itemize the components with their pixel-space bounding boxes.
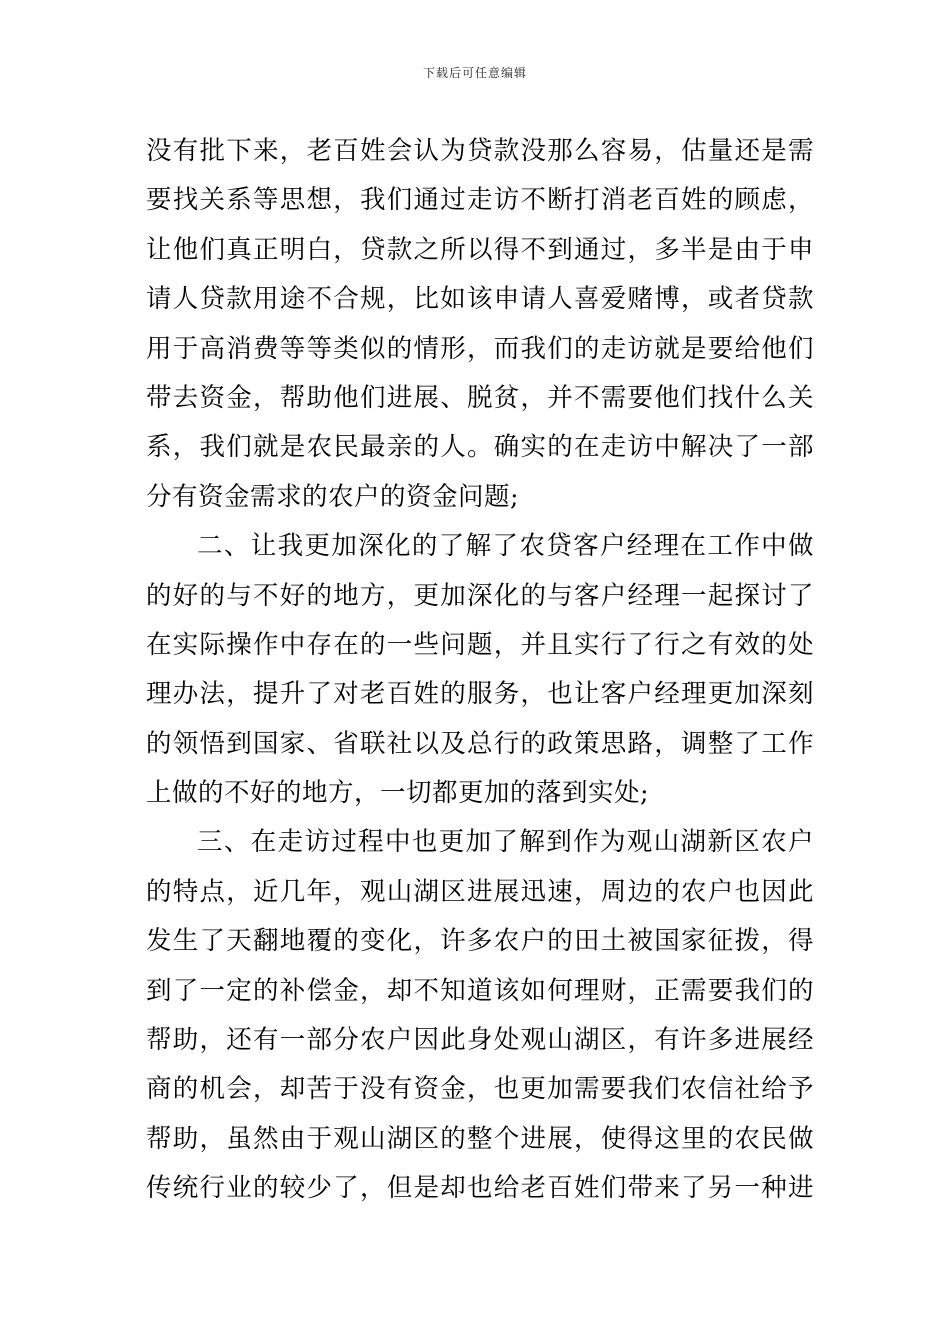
text-line: 分有资金需求的农户的资金问题; xyxy=(146,481,520,512)
body-text xyxy=(146,127,814,1214)
text-line: 发生了天翻地覆的变化，许多农户的田土被国家征拨，得 xyxy=(146,926,814,957)
text-line: 传统行业的较少了，但是却也给老百姓们带来了另一种进 xyxy=(146,1173,814,1204)
text-line: 到了一定的补偿金，却不知道该如何理财，正需要我们的 xyxy=(146,975,814,1006)
text-line: 系，我们就是农民最亲的人。确实的在走访中解决了一部 xyxy=(146,432,814,463)
text-line: 让他们真正明白，贷款之所以得不到通过，多半是由于申 xyxy=(146,234,814,265)
text-line: 商的机会，却苦于没有资金，也更加需要我们农信社给予 xyxy=(146,1074,814,1105)
text-line: 帮助，还有一部分农户因此身处观山湖区，有许多进展经 xyxy=(146,1025,814,1056)
text-line: 的好的与不好的地方，更加深化的与客户经理一起探讨了 xyxy=(146,580,814,611)
text-line: 的特点，近几年，观山湖区进展迅速，周边的农户也因此 xyxy=(146,876,814,907)
paragraph-start-line: 二、让我更加深化的了解了农贷客户经理在工作中做 xyxy=(197,531,814,562)
text-line: 上做的不好的地方，一切都更加的落到实处; xyxy=(146,778,650,809)
text-line: 在实际操作中存在的一些问题，并且实行了行之有效的处 xyxy=(146,629,814,660)
text-line: 用于高消费等等类似的情形，而我们的走访就是要给他们 xyxy=(146,333,814,364)
text-line: 帮助，虽然由于观山湖区的整个进展，使得这里的农民做 xyxy=(146,1123,814,1154)
text-line: 带去资金，帮助他们进展、脱贫，并不需要他们找什么关 xyxy=(146,382,814,413)
text-line: 没有批下来，老百姓会认为贷款没那么容易，估量还是需 xyxy=(146,136,814,166)
text-line: 的领悟到国家、省联社以及总行的政策思路，调整了工作 xyxy=(146,728,814,759)
paragraph-start-line: 三、在走访过程中也更加了解到作为观山湖新区农户 xyxy=(197,827,814,858)
text-line: 要找关系等思想，我们通过走访不断打消老百姓的顾虑， xyxy=(146,185,814,216)
page-header: 下载后可任意编辑 xyxy=(422,66,527,80)
text-line: 理办法，提升了对老百姓的服务，也让客户经理更加深刻 xyxy=(146,679,814,710)
text-line: 请人贷款用途不合规，比如该申请人喜爱赌博，或者贷款 xyxy=(146,284,814,315)
